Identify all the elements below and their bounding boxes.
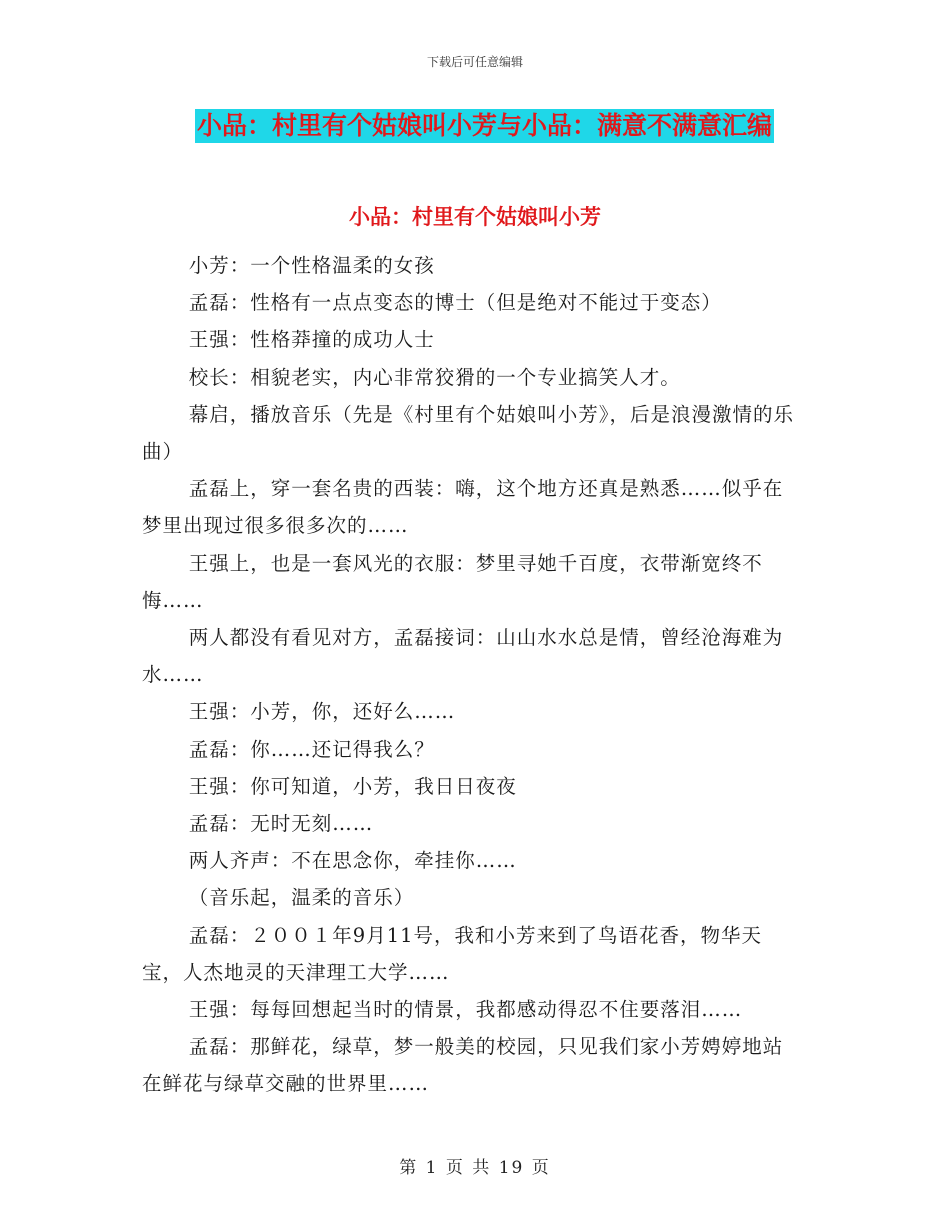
paragraph: 王强上，也是一套风光的衣服：梦里寻她千百度，衣带渐宽终不悔…… xyxy=(142,551,763,612)
paragraph: 孟磊：性格有一点点变态的博士（但是绝对不能过于变态） xyxy=(188,291,722,315)
paragraph: （音乐起，温柔的音乐） xyxy=(188,886,415,910)
paragraph: 两人齐声：不在思念你，牵挂你…… xyxy=(188,849,517,873)
paragraph: 两人都没有看见对方，孟磊接词：山山水水总是情，曾经沧海难为水…… xyxy=(142,626,784,687)
header-note: 下载后可任意编辑 xyxy=(426,55,523,69)
paragraph: 王强：每每回想起当时的情景，我都感动得忍不住要落泪…… xyxy=(188,998,743,1022)
paragraph: 孟磊：你……还记得我么？ xyxy=(188,737,435,761)
paragraph: 孟磊：２００１年9月11号，我和小芳来到了鸟语花香，物华天宝，人杰地灵的天津理工大学…… xyxy=(142,923,763,984)
paragraph: 校长：相貌老实，内心非常狡猾的一个专业搞笑人才。 xyxy=(188,365,681,389)
page-footer: 第 1 页 共 19 页 xyxy=(399,1158,551,1178)
paragraph: 孟磊：无时无刻…… xyxy=(188,812,374,836)
paragraph: 孟磊：那鲜花，绿草，梦一般美的校园，只见我们家小芳娉婷地站在鲜花与绿草交融的世界里…… xyxy=(142,1035,784,1096)
paragraph: 孟磊上，穿一套名贵的西装：嗨，这个地方还真是熟悉……似乎在梦里出现过很多很多次的…… xyxy=(142,477,784,538)
paragraph: 小芳：一个性格温柔的女孩 xyxy=(188,254,435,277)
section-title: 小品：村里有个姑娘叫小芳 xyxy=(349,205,601,229)
document-title: 小品：村里有个姑娘叫小芳与小品：满意不满意汇编 xyxy=(195,109,774,143)
paragraph: 王强：小芳，你，还好么…… xyxy=(188,700,456,724)
paragraph: 王强：你可知道，小芳，我日日夜夜 xyxy=(188,774,517,798)
body-text xyxy=(142,247,802,1103)
paragraph: 幕启，播放音乐（先是《村里有个姑娘叫小芳》，后是浪漫激情的乐曲） xyxy=(142,402,795,464)
paragraph: 王强：性格莽撞的成功人士 xyxy=(188,328,435,352)
